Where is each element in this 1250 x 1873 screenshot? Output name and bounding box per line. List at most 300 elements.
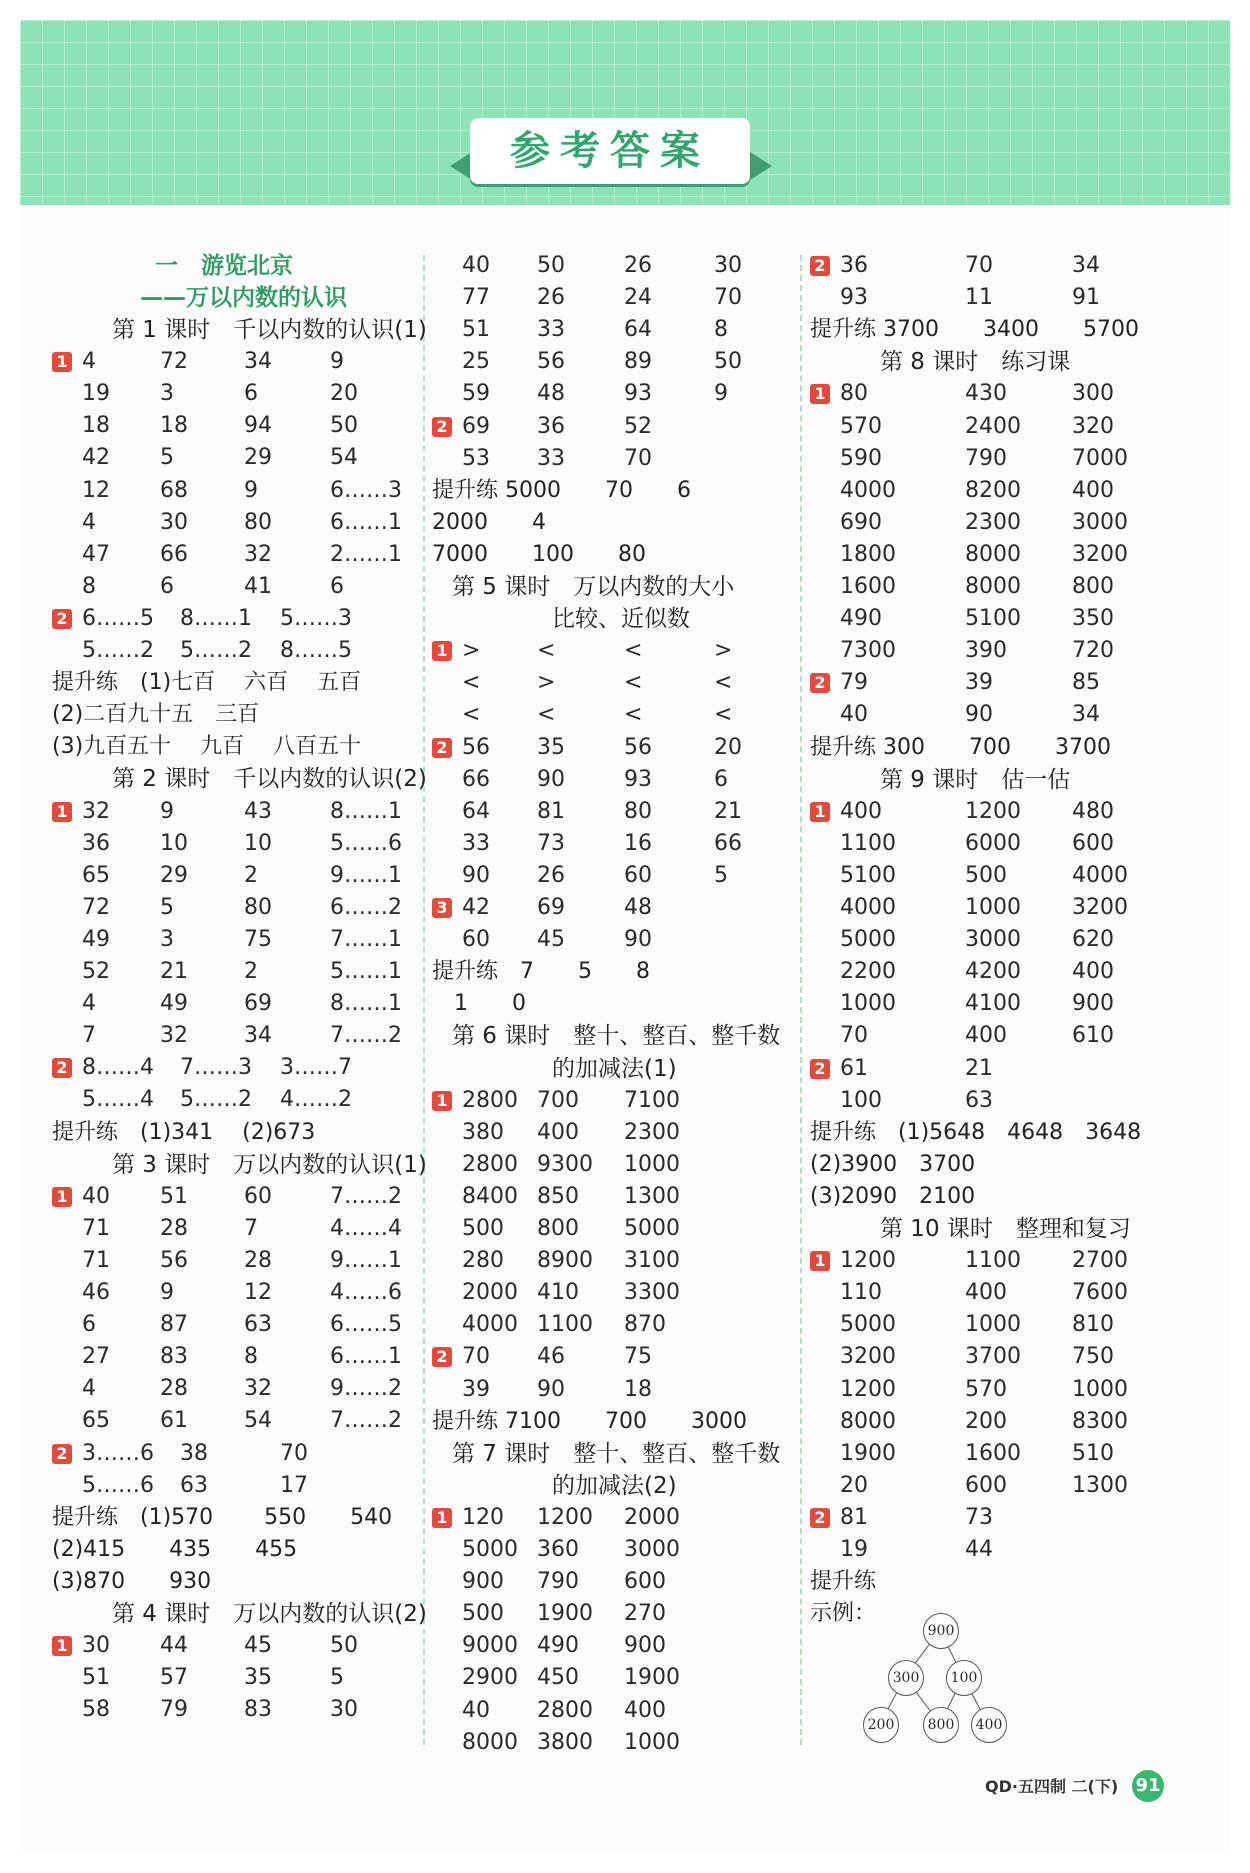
answer-row (52, 1662, 412, 1694)
answer-value: 58 (82, 1697, 110, 1723)
answer-value: 6 (330, 573, 344, 599)
answer-value: 8400 (462, 1183, 518, 1209)
lesson-heading: 第 1 课时 千以内数的认识(1) (112, 317, 427, 343)
extension-answer: 示例： (810, 1601, 877, 1627)
answer-value: 850 (537, 1183, 579, 1209)
answer-value: 100 (840, 1087, 882, 1113)
answer-row (52, 1052, 412, 1084)
lesson-heading: 比较、近似数 (552, 606, 690, 633)
answer-value: 60 (244, 1183, 272, 1209)
answer-value: 4……6 (330, 1280, 402, 1305)
answer-value: 34 (244, 349, 272, 375)
answer-value: 5100 (840, 862, 896, 888)
answer-value: 28 (160, 1215, 188, 1241)
answer-value: 56 (160, 1247, 188, 1273)
answer-value: 5……2 (180, 1087, 252, 1113)
question-number-badge: 2 (432, 738, 452, 758)
extension-answer: 1 0 (432, 991, 526, 1017)
answer-value: 1600 (840, 574, 896, 599)
answer-value: 61 (160, 1408, 188, 1434)
answer-row (810, 443, 1170, 475)
question-number-badge: 2 (432, 1347, 452, 1367)
answer-row (432, 1117, 792, 1149)
answer-value: 77 (462, 285, 490, 311)
answer-value: 16 (624, 830, 652, 856)
answer-value: 32 (160, 1023, 188, 1049)
answer-value: 500 (965, 862, 1007, 888)
answer-value: 5……2 (180, 638, 252, 663)
answer-value: 800 (1072, 574, 1114, 599)
answer-value: 73 (537, 830, 565, 856)
answer-value: 30 (714, 253, 742, 278)
answer-value: 87 (160, 1312, 188, 1338)
answer-value: 4000 (462, 1312, 518, 1338)
answer-value: 26 (537, 285, 565, 311)
answer-row (432, 1662, 792, 1694)
answer-value: 45 (537, 927, 565, 953)
answer-value: 4 (82, 349, 96, 375)
answer-value: 8900 (537, 1248, 593, 1274)
answer-value: 7……3 (180, 1055, 252, 1081)
lesson-heading: 第 10 课时 整理和复习 (880, 1216, 1131, 1242)
answer-value: 6……3 (330, 477, 402, 503)
answer-value: 410 (537, 1280, 579, 1306)
answer-value: 870 (624, 1312, 666, 1338)
answer-value: 9……1 (330, 862, 402, 888)
answer-row (52, 1470, 412, 1502)
answer-row (810, 1470, 1170, 1502)
answer-value: 8 (244, 1344, 258, 1370)
answer-value: 810 (1072, 1312, 1114, 1338)
answer-row (432, 1149, 792, 1181)
answer-row (810, 1438, 1170, 1470)
answer-value: 1100 (537, 1312, 593, 1338)
tree-node-bottom-mid: 800 (923, 1707, 959, 1743)
answer-value: 94 (244, 413, 272, 439)
answer-value: 60 (624, 862, 652, 888)
answer-value: 63 (244, 1312, 272, 1338)
answer-value: 68 (160, 477, 188, 503)
page-number: 91 (1132, 1770, 1164, 1802)
answer-value: 2700 (1072, 1248, 1128, 1274)
question-number-badge: 1 (810, 384, 830, 404)
answer-row (810, 988, 1170, 1020)
answer-value: 5000 (840, 927, 896, 953)
answer-value: 790 (537, 1569, 579, 1595)
extension-answer: (2)415 435 455 (52, 1536, 298, 1562)
answer-value: 24 (624, 285, 652, 311)
answer-value: < (624, 702, 643, 728)
answer-value: 5100 (965, 606, 1021, 632)
answer-value: 600 (1072, 830, 1114, 856)
answer-row (810, 892, 1170, 924)
lesson-heading: 第 6 课时 整十、整百、整千数 (452, 1023, 781, 1050)
answer-value: 400 (624, 1697, 666, 1723)
answer-value: 7100 (624, 1087, 680, 1113)
answer-value: 3000 (965, 927, 1021, 953)
answer-row (432, 1727, 792, 1759)
answer-value: 510 (1072, 1440, 1114, 1466)
extension-answer: (2)二百九十五 三百 (52, 702, 260, 728)
answer-value: 6……1 (330, 509, 402, 535)
answer-row (52, 1084, 412, 1116)
answer-row (810, 796, 1170, 828)
answer-value: < (537, 638, 556, 664)
answer-value: 7 (82, 1023, 96, 1049)
answer-value: 83 (160, 1344, 188, 1370)
question-number-badge: 1 (432, 1508, 452, 1528)
answer-value: 70 (280, 1440, 308, 1466)
answer-value: 50 (537, 253, 565, 278)
answer-value: 7……2 (330, 1183, 402, 1209)
extension-answer: 提升练 (1)5648 4648 3648 (810, 1119, 1142, 1145)
answer-value: 12 (82, 477, 110, 503)
extension-answer: (3)九百五十 九百 八百五十 (52, 734, 362, 760)
answer-row (52, 924, 412, 956)
answer-value: 9……2 (330, 1376, 402, 1402)
answer-row (52, 571, 412, 603)
answer-value: 8200 (965, 477, 1021, 503)
extension-answer: 提升练 5000 70 6 (432, 477, 691, 503)
answer-value: 65 (82, 1408, 110, 1434)
answer-value: 3300 (624, 1280, 680, 1306)
answer-row (432, 796, 792, 828)
answer-value: 90 (462, 862, 490, 888)
lesson-heading: 第 4 课时 万以内数的认识(2) (112, 1601, 427, 1627)
answer-value: 66 (714, 830, 742, 856)
answer-value: 43 (244, 798, 272, 824)
answer-row (52, 1277, 412, 1309)
answer-value: 69 (244, 991, 272, 1017)
answer-row (52, 1630, 412, 1662)
answer-value: 200 (965, 1408, 1007, 1434)
answer-value: 90 (624, 927, 652, 953)
answer-value: 1000 (965, 1312, 1021, 1338)
answer-row (810, 1245, 1170, 1277)
answer-value: 1800 (840, 541, 896, 567)
answer-value: 8……4 (82, 1055, 154, 1081)
answer-value: 80 (624, 798, 652, 824)
question-number-badge: 2 (810, 1059, 830, 1079)
answer-value: 2800 (462, 1151, 518, 1177)
answer-value: 380 (462, 1119, 504, 1145)
answer-value: 2900 (462, 1665, 518, 1691)
answer-row (810, 1053, 1170, 1085)
answer-value: 610 (1072, 1023, 1114, 1049)
answer-value: 4000 (840, 895, 896, 920)
answer-row (432, 732, 792, 764)
answer-value: 91 (1072, 285, 1100, 311)
answer-row (432, 346, 792, 378)
answer-row (432, 1341, 792, 1373)
answer-value: 6……5 (82, 605, 154, 631)
answer-row (810, 539, 1170, 571)
answer-value: 18 (82, 413, 110, 439)
answer-value: 570 (965, 1376, 1007, 1402)
answer-value: 1000 (840, 991, 896, 1017)
answer-row (52, 1245, 412, 1277)
answer-value: 29 (244, 445, 272, 471)
tree-node-bottom-right: 400 (971, 1707, 1007, 1743)
answer-value: 110 (840, 1280, 882, 1306)
answer-value: 25 (462, 349, 490, 375)
lesson-heading: 第 8 课时 练习课 (880, 349, 1071, 376)
answer-value: 5 (160, 445, 174, 471)
answer-value: 4 (82, 991, 96, 1017)
answer-value: 7600 (1072, 1280, 1128, 1306)
answer-value: 71 (82, 1215, 110, 1241)
answer-value: 320 (1072, 413, 1114, 439)
answer-value: 50 (330, 1633, 358, 1659)
answer-value: 8……5 (280, 638, 352, 663)
answer-value: 570 (840, 413, 882, 439)
answer-row (810, 507, 1170, 539)
answer-value: 1300 (1072, 1472, 1128, 1498)
answer-value: 590 (840, 445, 882, 471)
answer-value: 51 (82, 1665, 110, 1691)
answer-value: 3……7 (280, 1055, 352, 1081)
answer-row (52, 635, 412, 667)
tree-node-top: 900 (923, 1613, 959, 1649)
answer-row (810, 1020, 1170, 1052)
answer-value: 900 (462, 1569, 504, 1595)
answer-value: 790 (965, 445, 1007, 471)
answer-value: 620 (1072, 927, 1114, 953)
answer-value: 490 (840, 606, 882, 632)
answer-value: 90 (537, 766, 565, 792)
question-number-badge: 1 (810, 802, 830, 822)
answer-value: < (462, 702, 481, 728)
answer-value: > (462, 638, 481, 664)
answer-value: 26 (537, 862, 565, 888)
answer-value: 5……3 (280, 605, 352, 631)
answer-row (52, 378, 412, 410)
answer-value: 66 (462, 766, 490, 792)
question-number-badge: 2 (52, 1444, 72, 1464)
answer-value: 4……4 (330, 1215, 402, 1241)
question-number-badge: 1 (810, 1251, 830, 1271)
answer-value: 46 (537, 1344, 565, 1370)
answer-value: 9……1 (330, 1247, 402, 1273)
answer-value: 49 (82, 926, 110, 952)
answer-row (810, 1374, 1170, 1406)
answer-value: 3……6 (82, 1440, 154, 1466)
answer-value: 2800 (537, 1697, 593, 1723)
answer-row (432, 1277, 792, 1309)
answer-row (810, 475, 1170, 507)
lesson-heading: 第 2 课时 千以内数的认识(2) (112, 766, 427, 793)
ribbon-left (450, 152, 472, 180)
extension-answer: (2)3900 3700 (810, 1151, 976, 1177)
answer-value: 400 (1072, 477, 1114, 503)
question-number-badge: 2 (810, 256, 830, 276)
answer-value: 56 (462, 734, 490, 760)
answer-value: 8300 (1072, 1408, 1128, 1434)
answer-row (52, 442, 412, 474)
answer-value: < (624, 638, 643, 664)
extension-answer: 提升练 (1)341 (2)673 (52, 1119, 316, 1145)
answer-value: 8000 (965, 541, 1021, 567)
answer-value: 28 (244, 1247, 272, 1273)
answer-value: 51 (462, 317, 490, 343)
answer-value: 53 (462, 445, 490, 471)
answer-value: 3200 (1072, 541, 1128, 567)
answer-value: 450 (537, 1665, 579, 1691)
answer-value: 750 (1072, 1344, 1114, 1370)
answer-value: 400 (965, 1023, 1007, 1049)
answer-value: 360 (537, 1537, 579, 1562)
answer-value: 2 (244, 862, 258, 888)
page-title: 参考答案 (470, 118, 750, 184)
answer-row (810, 956, 1170, 988)
answer-row (52, 1020, 412, 1052)
answer-value: 33 (537, 445, 565, 471)
answer-value: 5000 (462, 1537, 518, 1562)
extension-answer: 提升练 (1)七百 六百 五百 (52, 670, 362, 696)
answer-value: 39 (965, 670, 993, 696)
answer-value: 35 (244, 1665, 272, 1691)
answer-row (432, 443, 792, 475)
answer-value: 36 (537, 413, 565, 439)
answer-value: 39 (462, 1376, 490, 1402)
answer-value: 400 (1072, 959, 1114, 985)
answer-row (810, 635, 1170, 667)
answer-row (52, 1405, 412, 1437)
answer-value: 5 (160, 894, 174, 920)
answer-value: 63 (180, 1472, 208, 1498)
answer-value: 32 (82, 798, 110, 824)
answer-value: 6……5 (330, 1312, 402, 1338)
answer-value: 28 (160, 1376, 188, 1402)
answer-value: 400 (965, 1280, 1007, 1306)
answer-value: 44 (160, 1633, 188, 1659)
answer-row (52, 507, 412, 539)
answer-row (810, 1309, 1170, 1341)
answer-value: 7……2 (330, 1023, 402, 1049)
answer-row (52, 956, 412, 988)
answer-value: 52 (624, 413, 652, 439)
answer-row (810, 860, 1170, 892)
extension-answer: 提升练 300 700 3700 (810, 734, 1111, 760)
answer-value: 690 (840, 509, 882, 535)
answer-value: 50 (330, 413, 358, 439)
answer-value: 21 (965, 1055, 993, 1081)
answer-value: 80 (244, 894, 272, 920)
answer-value: 2800 (462, 1087, 518, 1113)
answer-value: 3100 (624, 1248, 680, 1274)
answer-value: 600 (965, 1472, 1007, 1498)
extension-answer: 提升练 3700 3400 5700 (810, 317, 1139, 343)
lesson-heading: 的加减法(1) (552, 1055, 677, 1082)
answer-row (52, 1213, 412, 1245)
answer-value: 47 (82, 541, 110, 567)
answer-value: < (537, 702, 556, 728)
answer-value: 400 (840, 798, 882, 824)
lesson-heading: 第 5 课时 万以内数的大小 (452, 574, 735, 600)
answer-value: 69 (462, 413, 490, 439)
answer-row (432, 1534, 792, 1566)
answer-value: 40 (82, 1183, 110, 1209)
answer-value: 3200 (1072, 895, 1128, 920)
answer-row (432, 1566, 792, 1598)
answer-value: 33 (537, 317, 565, 343)
extension-answer: 7000 100 80 (432, 541, 646, 567)
answer-value: 56 (624, 734, 652, 760)
answer-value: 21 (160, 959, 188, 984)
lesson-heading: 第 7 课时 整十、整百、整千数 (452, 1440, 781, 1467)
answer-value: 12 (244, 1280, 272, 1305)
question-number-badge: 1 (52, 1636, 72, 1656)
answer-row (52, 1694, 412, 1726)
answer-value: 5……6 (330, 830, 402, 856)
answer-value: 33 (462, 830, 490, 856)
answer-value: 8……1 (330, 798, 402, 824)
answer-value: 4000 (840, 477, 896, 503)
answer-value: 79 (840, 670, 868, 696)
answer-value: 350 (1072, 606, 1114, 632)
answer-row (432, 1309, 792, 1341)
answer-row (432, 1213, 792, 1245)
question-number-badge: 1 (52, 1187, 72, 1207)
answer-value: 2200 (840, 959, 896, 985)
answer-row (432, 1181, 792, 1213)
answer-value: 3 (160, 926, 174, 952)
answer-value: 49 (160, 991, 188, 1017)
answer-value: 17 (280, 1472, 308, 1498)
answer-value: 400 (537, 1119, 579, 1145)
answer-value: 44 (965, 1537, 993, 1562)
answer-value: 2000 (462, 1280, 518, 1306)
answer-row (432, 924, 792, 956)
answer-value: 3700 (965, 1344, 1021, 1370)
answer-value: 65 (82, 862, 110, 888)
answer-value: 5 (714, 862, 728, 888)
extension-answer: (3)2090 2100 (810, 1183, 976, 1209)
answer-value: 73 (965, 1504, 993, 1530)
answer-row (432, 250, 792, 282)
question-number-badge: 2 (810, 673, 830, 693)
extension-answer: 提升练 (810, 1569, 877, 1595)
answer-value: 9 (160, 798, 174, 824)
answer-value: 8000 (462, 1729, 518, 1755)
answer-value: 4200 (965, 959, 1021, 985)
answer-value: 490 (537, 1633, 579, 1659)
answer-row (52, 892, 412, 924)
answer-value: 89 (624, 349, 652, 375)
question-number-badge: 2 (52, 609, 72, 629)
answer-value: 4 (82, 1376, 96, 1402)
answer-value: 6 (714, 766, 728, 792)
answer-value: 40 (840, 702, 868, 728)
question-number-badge: 2 (810, 1508, 830, 1528)
answer-value: 3 (160, 381, 174, 407)
tree-node-mid-right: 100 (946, 1660, 982, 1696)
answer-row (810, 1277, 1170, 1309)
answer-value: 8 (82, 573, 96, 599)
extension-answer: 提升练 7100 700 3000 (432, 1408, 747, 1434)
answer-value: 80 (840, 381, 868, 407)
answer-row (52, 475, 412, 507)
answer-value: 390 (965, 638, 1007, 664)
answer-row (432, 699, 792, 731)
answer-value: 30 (82, 1633, 110, 1659)
unit-title: 一 游览北京 (155, 253, 293, 279)
answer-value: 19 (840, 1537, 868, 1562)
answer-value: 93 (624, 381, 652, 407)
answer-row (432, 282, 792, 314)
answer-value: 9 (330, 349, 344, 375)
answer-row (810, 571, 1170, 603)
